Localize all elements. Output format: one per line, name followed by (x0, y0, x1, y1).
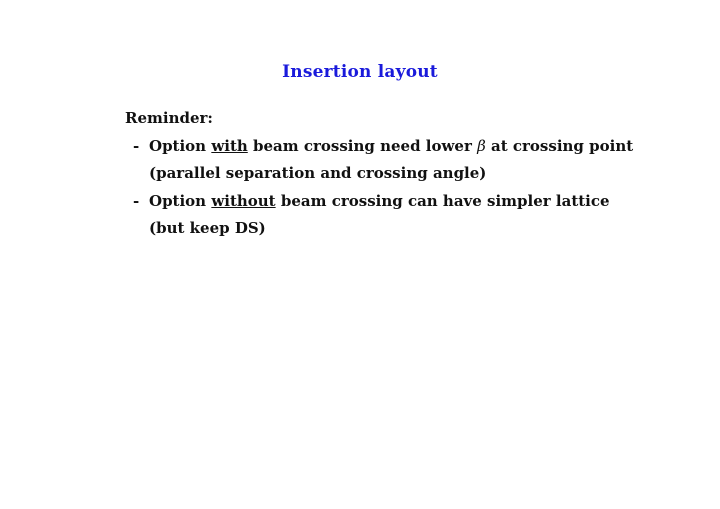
beta-symbol: β (477, 137, 486, 155)
bullet-option-word: Option (149, 192, 207, 210)
slide-body (125, 105, 645, 242)
bullet-item-with (125, 133, 645, 187)
bullet-dash: - (133, 137, 140, 155)
bullet-text-rest: beam crossing can have simpler lattice (but keep DS) (149, 192, 610, 237)
bullet-emphasis-without: without (211, 192, 276, 210)
bullet-list (125, 133, 645, 242)
bullet-text-post-symbol: at crossing point (parallel separation and crossing angle) (149, 137, 634, 182)
bullet-item-without (125, 188, 645, 242)
bullet-text-pre-symbol: beam crossing need lower (253, 137, 472, 155)
bullet-emphasis-with: with (211, 137, 248, 155)
bullet-option-word: Option (149, 137, 207, 155)
reminder-heading: Reminder: (125, 109, 213, 127)
bullet-dash: - (133, 192, 140, 210)
slide-title: Insertion layout (282, 62, 438, 82)
